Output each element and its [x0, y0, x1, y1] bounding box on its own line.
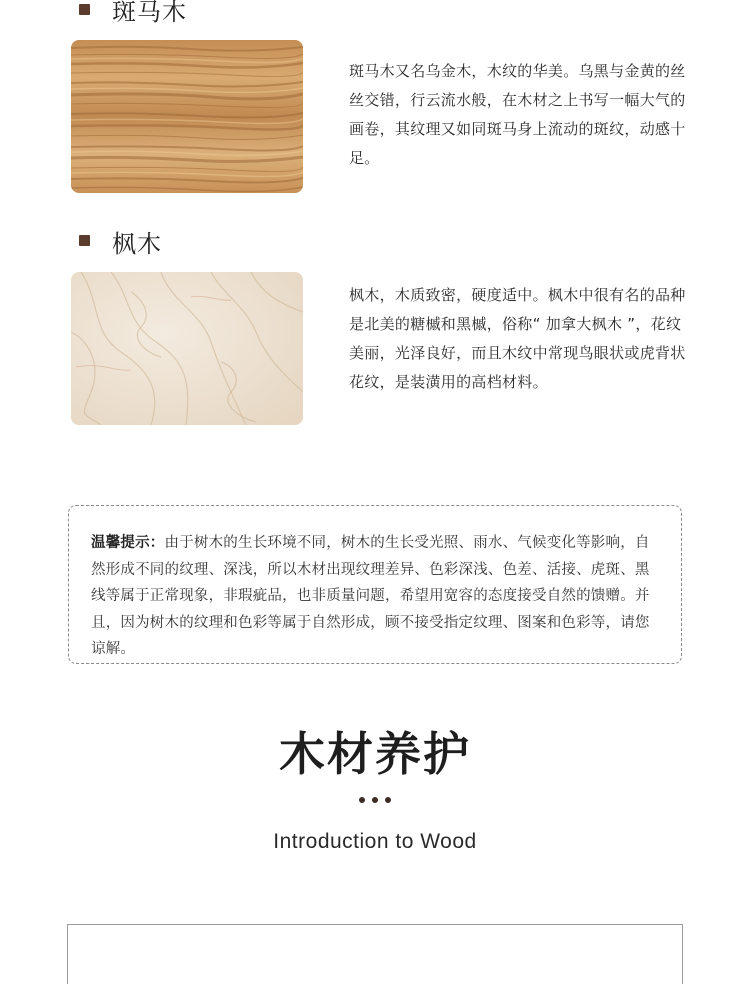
- warm-notice-box: [68, 505, 682, 664]
- zebrawood-swatch-image: [71, 40, 303, 193]
- wood-care-subtitle: Introduction to Wood: [273, 830, 477, 853]
- wood-care-title: 木材养护: [279, 727, 471, 781]
- title-dots-divider: [0, 797, 750, 803]
- zebrawood-bullet: [79, 4, 90, 15]
- maple-title: 枫木: [112, 230, 162, 258]
- zebrawood-description: 斑马木又名乌金木，木纹的华美。乌黑与金黄的丝丝交错，行云流水般，在木材之上书写一幅大气的画卷，其纹理又如同斑马身上流动的斑纹，动感十足。: [349, 62, 686, 167]
- notice-text: 由于树木的生长环境不同，树木的生长受光照、雨水、气候变化等影响，自然形成不同的纹理、深浅，所以木材出现纹理差异、色彩深浅、色差、活接、虎斑、黑线等属于正常现象，非瑕疵品，也非质量问题，希望用宽容的态度接受自然的馈赠。并且，因为树木的纹理和色彩等属于自然形成，顾不接受指定纹理、图案和色彩等，请您谅解。: [91, 535, 650, 657]
- zebrawood-title: 斑马木: [112, 0, 187, 26]
- notice-label: 温馨提示：: [91, 535, 165, 551]
- maple-swatch-image: [71, 272, 303, 425]
- content-frame: [67, 924, 683, 984]
- maple-bullet: [79, 235, 90, 246]
- maple-description: 枫木，木质致密，硬度适中。枫木中很有名的品种是北美的糖槭和黑槭，俗称“ 加拿大枫木 ”，花纹美丽，光泽良好，而且木纹中常现鸟眼状或虎背状花纹，是装潢用的高档材料。: [349, 286, 686, 391]
